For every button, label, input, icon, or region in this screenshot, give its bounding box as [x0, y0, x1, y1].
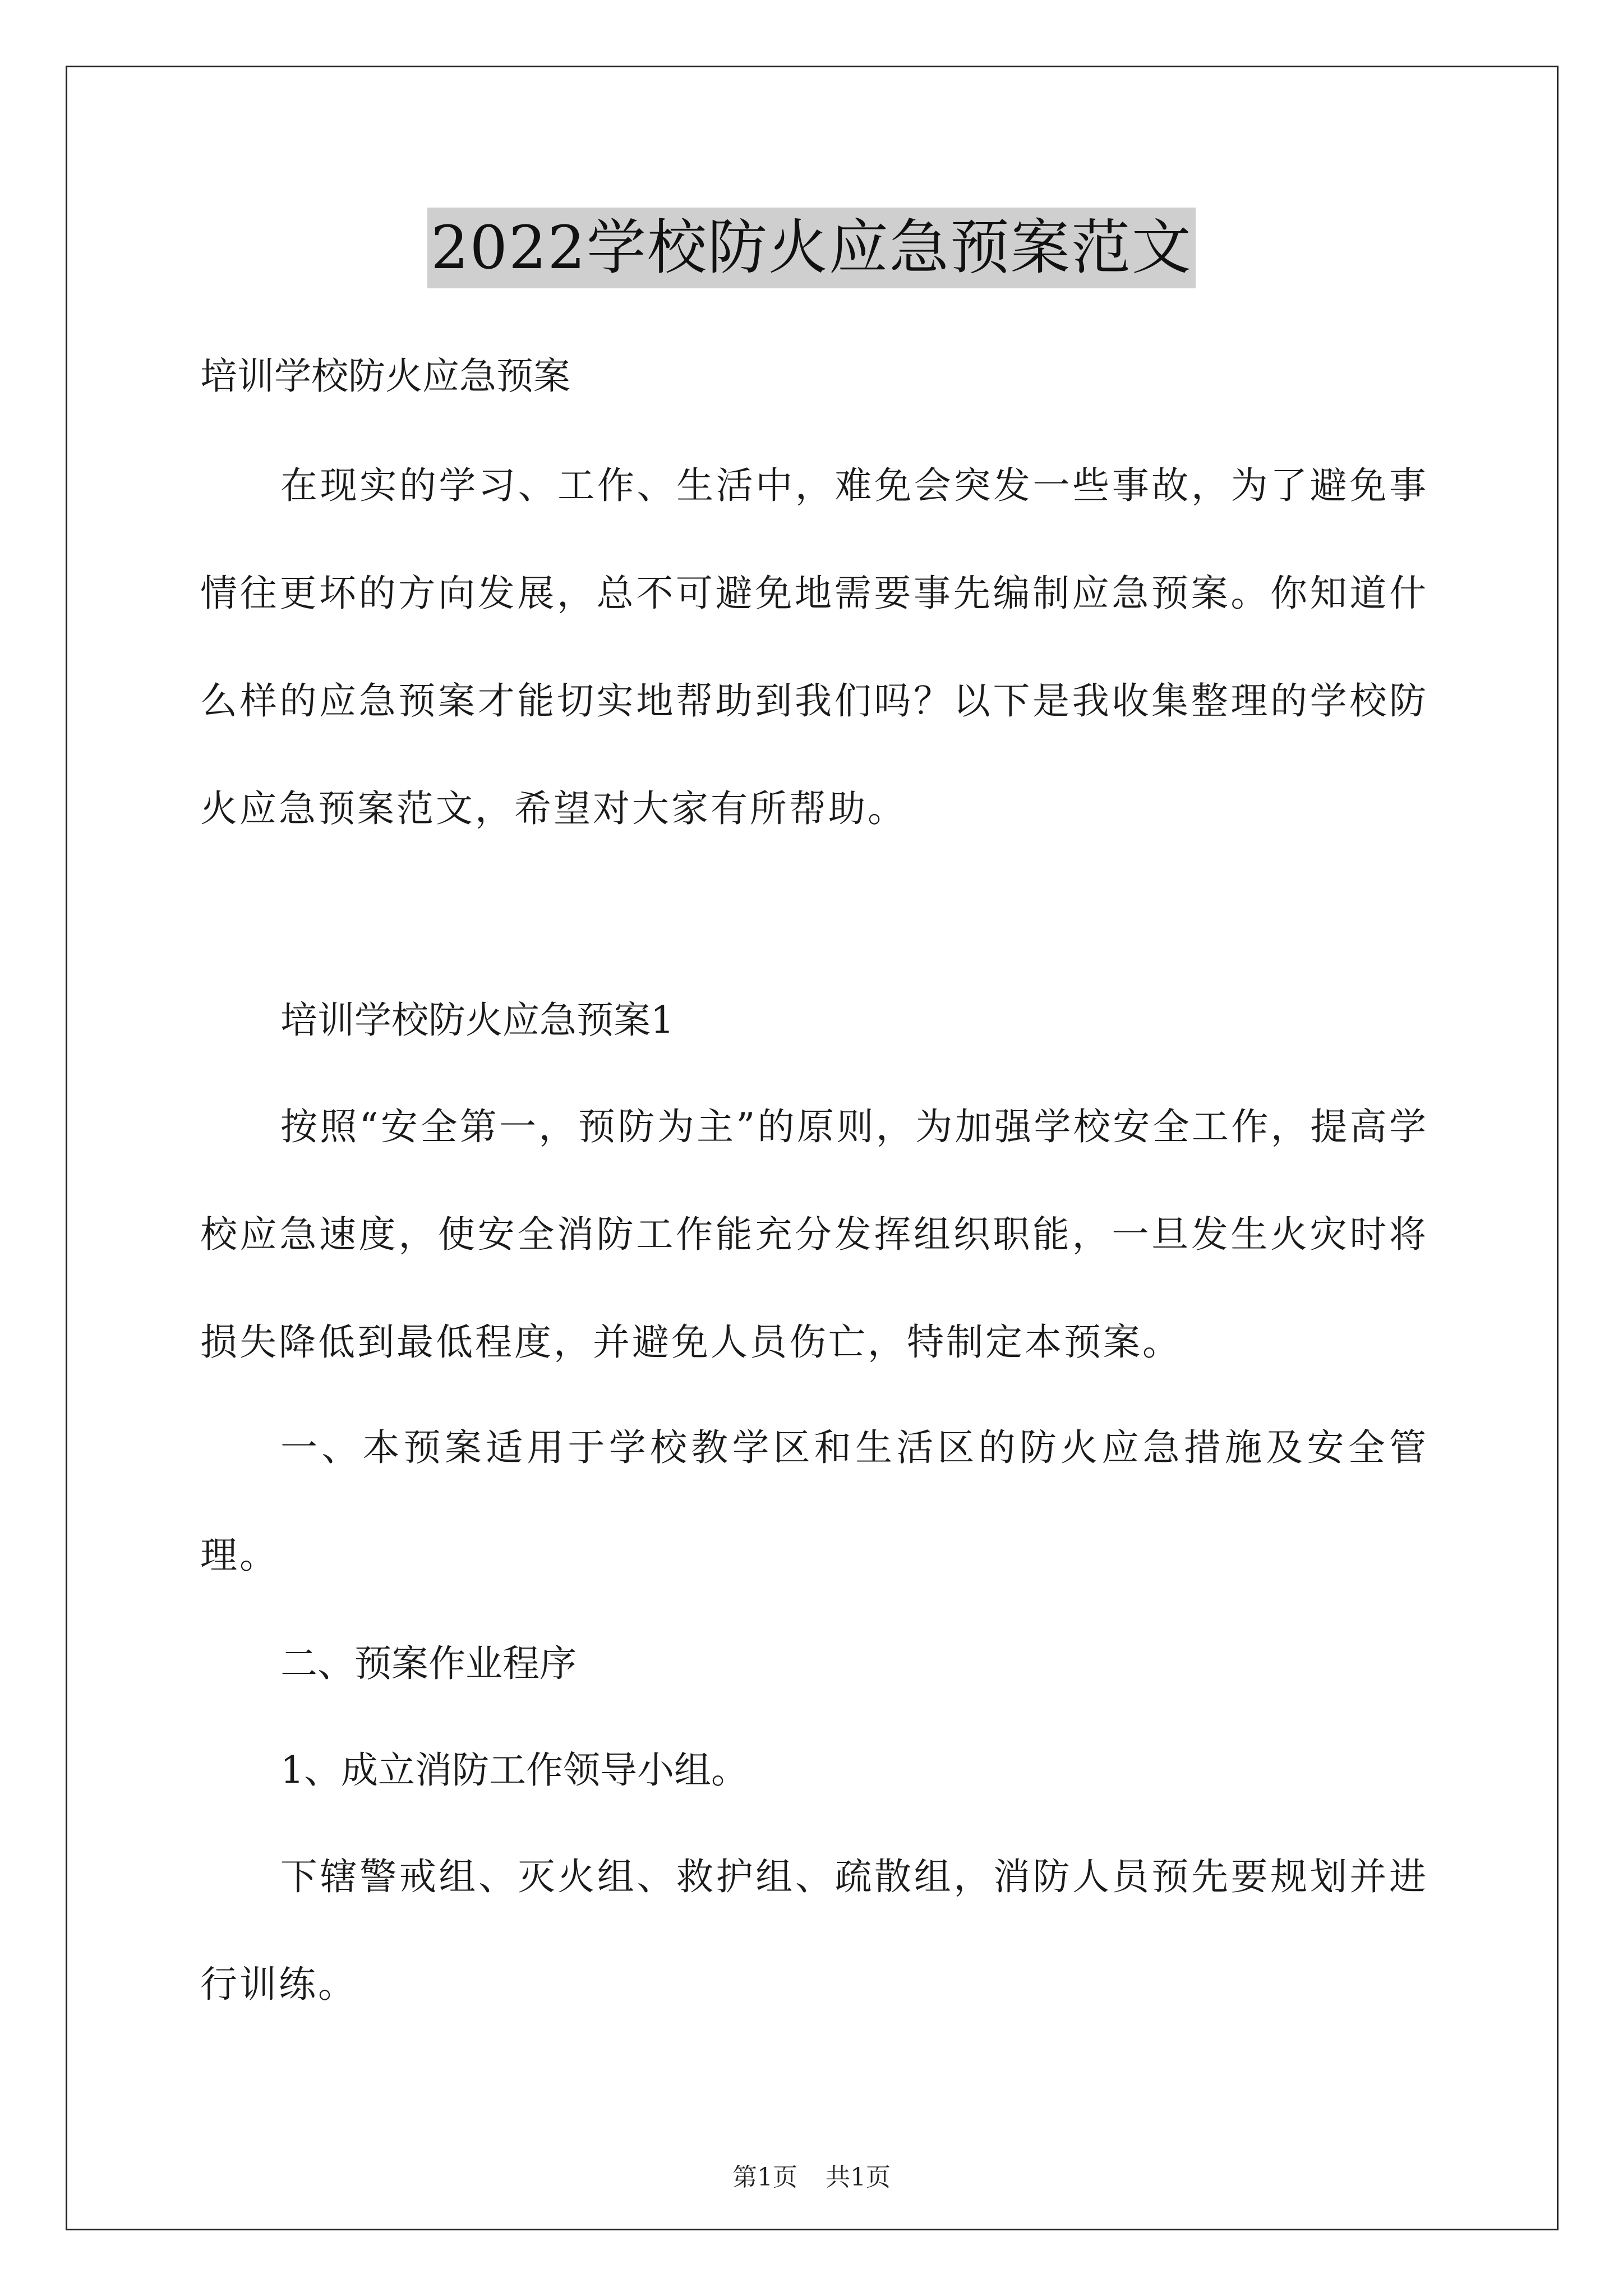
step-one: 1、成立消防工作领导小组。 [280, 1749, 748, 1792]
document-title: 2022学校防火应急预案范文 [427, 208, 1196, 288]
procedure-heading: 二、预案作业程序 [280, 1642, 577, 1685]
section-heading: 培训学校防火应急预案1 [280, 999, 674, 1042]
intro-paragraph: 在现实的学习、工作、生活中，难免会突发一些事故，为了避免事情往更坏的方向发展，总不可避免地需要事先编制应急预案。你知道什么样的应急预案才能切实地帮助到我们吗？以下是我收集整理的学校防火应急预案范文，希望对大家有所帮助。 [200, 464, 1428, 830]
subgroups-paragraph: 下辖警戒组、灭火组、救护组、疏散组，消防人员预先要规划并进行训练。 [200, 1855, 1428, 2006]
page-total: 共1页 [826, 2163, 891, 2192]
page-footer [0, 2157, 1623, 2193]
page-number: 第1页 [732, 2163, 797, 2192]
title-container [0, 208, 1623, 288]
scope-paragraph: 一、本预案适用于学校教学区和生活区的防火应急措施及安全管理。 [200, 1426, 1428, 1577]
intro-heading: 培训学校防火应急预案 [200, 355, 570, 398]
principle-paragraph: 按照“安全第一，预防为主”的原则，为加强学校安全工作，提高学校应急速度，使安全消防工作能充分发挥组织职能，一旦发生火灾时将损失降低到最低程度，并避免人员伤亡，特制定本预案。 [200, 1105, 1428, 1364]
